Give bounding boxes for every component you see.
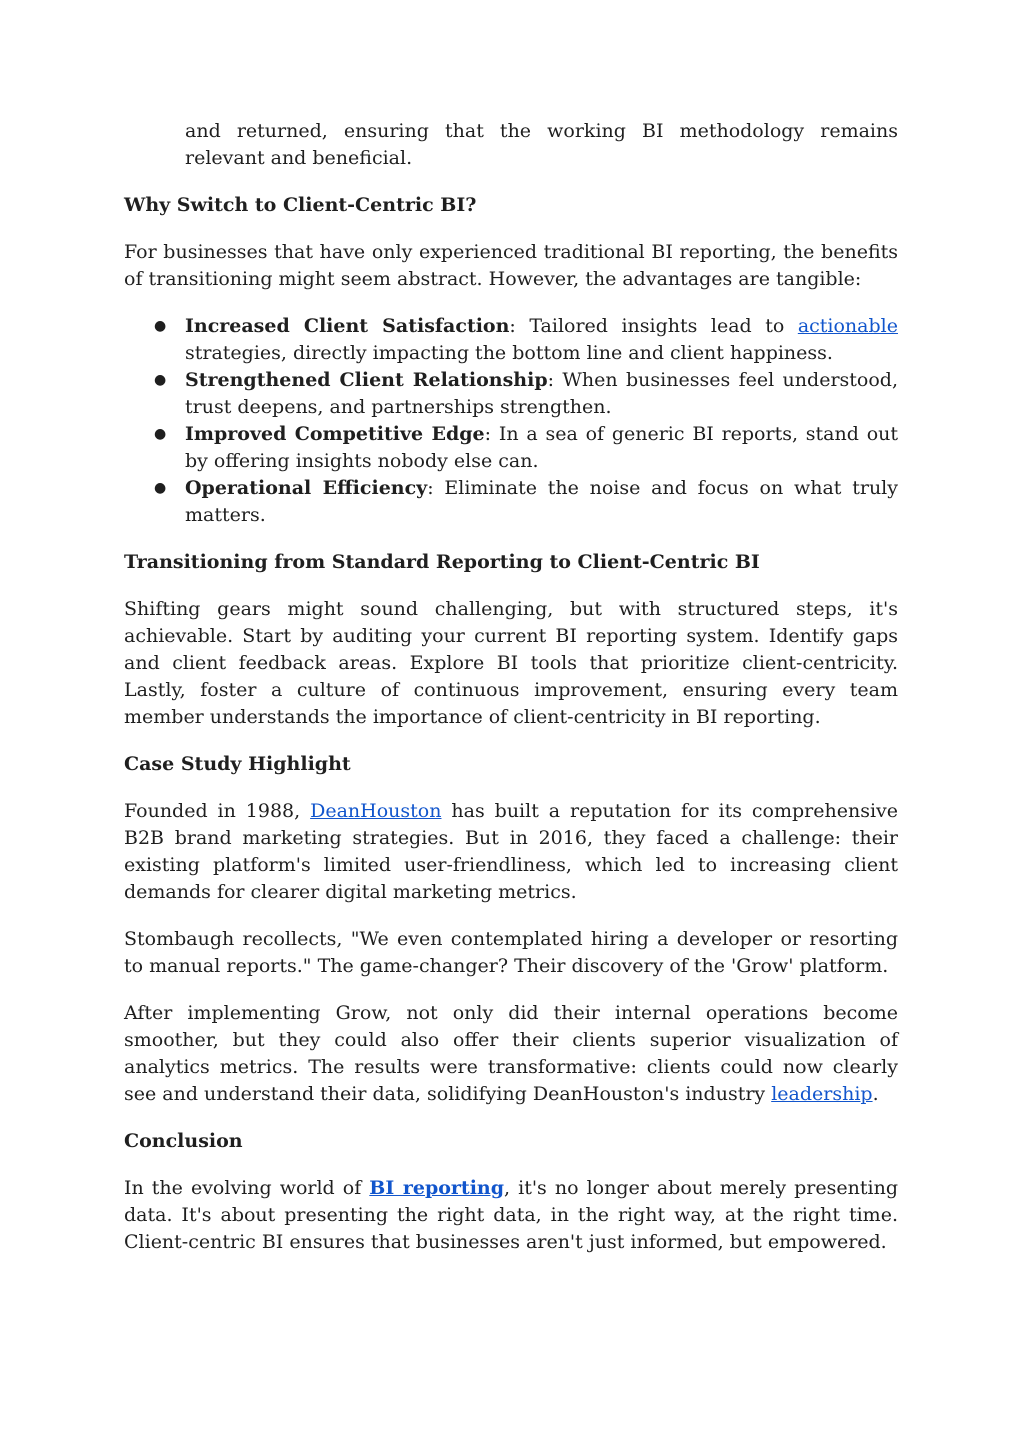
leadership-link[interactable]: leadership: [771, 1083, 873, 1105]
deanhouston-link[interactable]: DeanHouston: [310, 800, 442, 822]
paragraph-text: has built a reputation for its comprehensive B2B brand marketing strategies. But in 2016, they faced a challenge: their existing platform's limited user-friendliness, which led to increasing client demands for clearer digital marketing metrics.: [124, 800, 899, 903]
section-heading-transitioning: Transitioning from Standard Reporting to Client-Centric BI: [124, 551, 760, 573]
document-page: [124, 118, 898, 1276]
list-item-title: Operational Efficiency: [185, 477, 428, 499]
paragraph-text: Founded in 1988,: [124, 800, 311, 822]
section-heading-conclusion: Conclusion: [124, 1130, 243, 1152]
list-item: [124, 367, 898, 421]
bi-reporting-link[interactable]: BI reporting: [369, 1177, 505, 1199]
bullet-icon: ●: [154, 426, 167, 442]
paragraph-text: After implementing Grow, not only did their internal operations become smoother, but they could also offer their clients superior visualization of analytics metrics. The results were transformative: clients could now clearly see and understand their data, solidifying DeanHouston's industry: [124, 1002, 898, 1105]
list-item-text: : In a sea of generic BI reports, stand out by offering insights nobody else can.: [185, 423, 899, 472]
intro-continuation: and returned, ensuring that the working BI methodology remains relevant and beneficial.: [185, 120, 898, 169]
case-study-paragraph-3: [124, 1000, 898, 1108]
list-item-text: : Eliminate the noise and focus on what truly matters.: [185, 477, 898, 526]
list-item-title: Strengthened Client Relationship: [185, 369, 548, 391]
paragraph-text: , it's no longer about merely presenting data. It's about presenting the right data, in the right way, at the right time. Client-centric BI ensures that businesses aren't just informed, but empowered.: [124, 1177, 898, 1253]
list-item-text: strategies, directly impacting the bottom line and client happiness.: [185, 342, 833, 364]
section-heading-case-study: Case Study Highlight: [124, 753, 351, 775]
benefits-list: [124, 313, 898, 529]
paragraph-text: In the evolving world of: [124, 1177, 370, 1199]
bullet-icon: ●: [154, 318, 167, 334]
case-study-paragraph-1: [124, 798, 898, 906]
list-item: [124, 475, 898, 529]
conclusion-paragraph: [124, 1175, 898, 1256]
section-paragraph-transitioning: Shifting gears might sound challenging, but with structured steps, it's achievable. Start by auditing your current BI reporting system. Identify gaps and client feedback areas. Explore BI tools that prioritize client-centricity. Lastly, foster a culture of continuous improvement, ensuring every team member understands the importance of client-centricity in BI reporting.: [124, 598, 898, 728]
list-item-text: : Tailored insights lead to: [509, 315, 798, 337]
list-item-title: Improved Competitive Edge: [185, 423, 485, 445]
list-item-text: : When businesses feel understood, trust deepens, and partnerships strengthen.: [185, 369, 898, 418]
case-study-paragraph-2: Stombaugh recollects, "We even contemplated hiring a developer or resorting to manual reports." The game-changer? Their discovery of the 'Grow' platform.: [124, 928, 898, 977]
section-heading-why-switch: Why Switch to Client-Centric BI?: [124, 194, 477, 216]
actionable-link[interactable]: actionable: [797, 315, 898, 337]
bullet-icon: ●: [154, 372, 167, 388]
list-item: [124, 421, 898, 475]
paragraph-text: .: [872, 1083, 879, 1105]
list-item-title: Increased Client Satisfaction: [185, 315, 510, 337]
list-item: [124, 313, 898, 367]
section-paragraph-why-switch: For businesses that have only experienced traditional BI reporting, the benefits of transitioning might seem abstract. However, the advantages are tangible:: [124, 241, 898, 290]
bullet-icon: ●: [154, 480, 167, 496]
